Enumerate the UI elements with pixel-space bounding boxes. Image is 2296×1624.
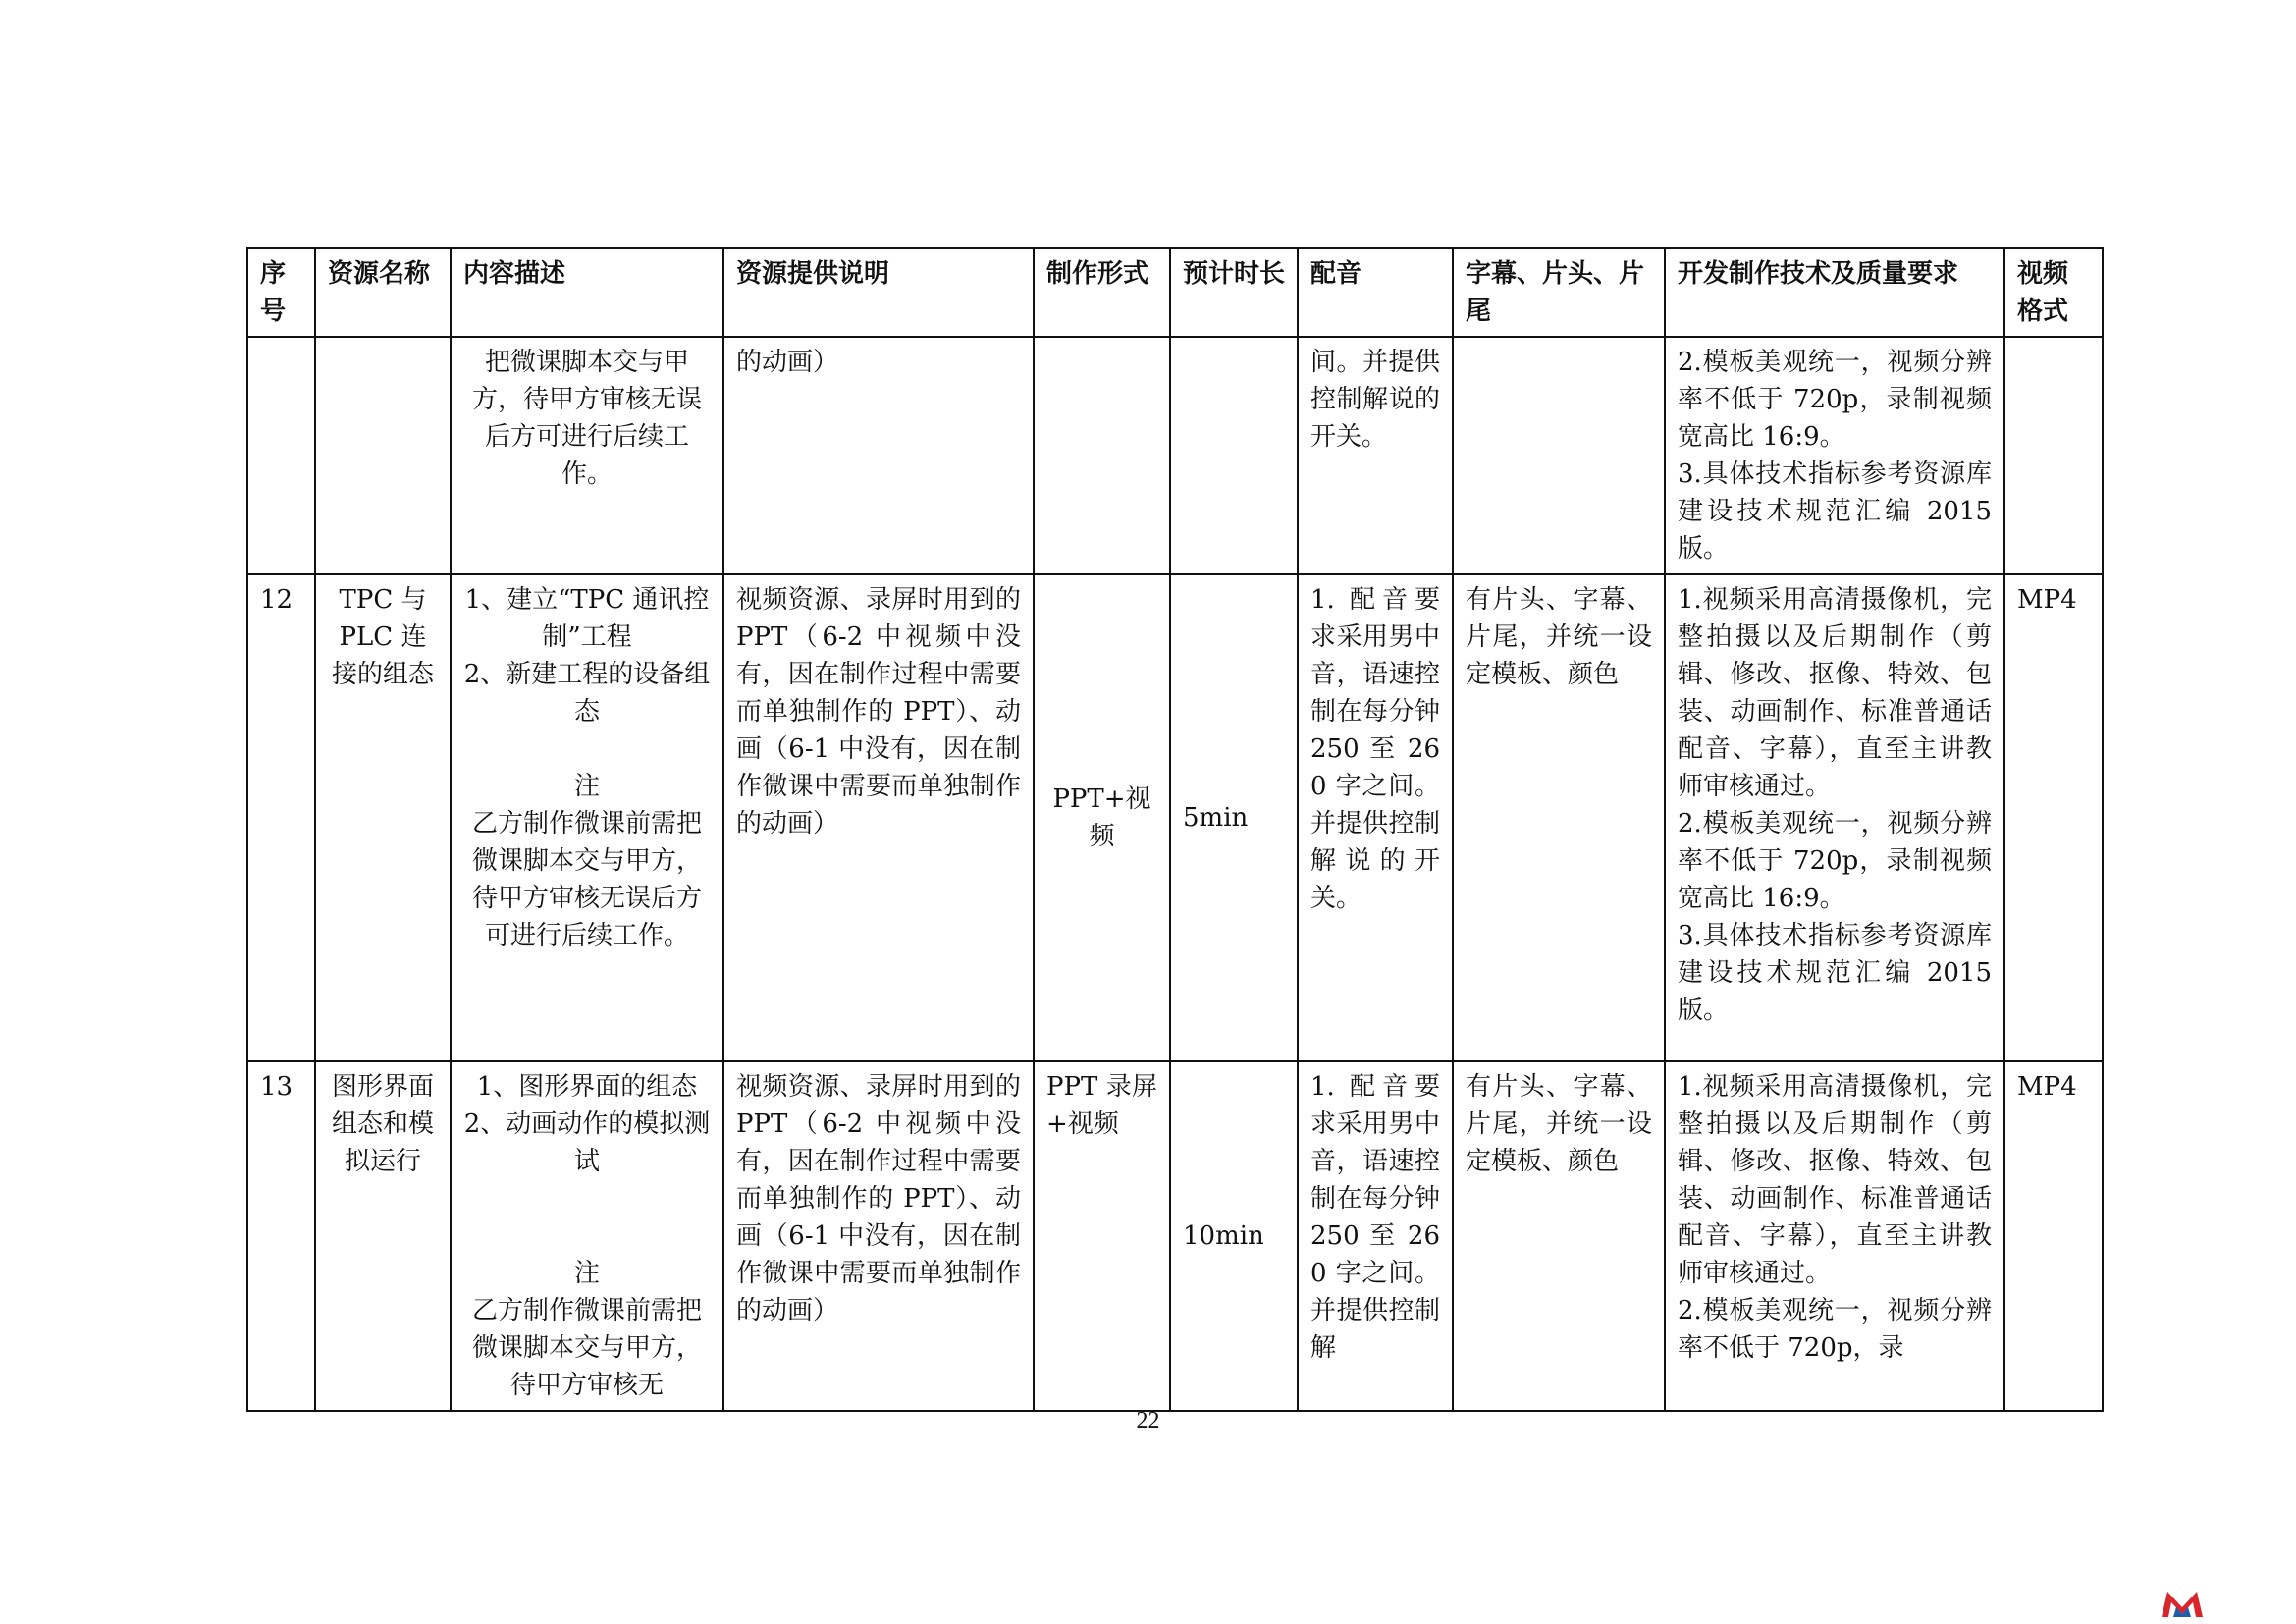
cell-content: 把微课脚本交与甲方，待甲方审核无误后方可进行后续工作。 [451, 337, 723, 574]
page-number: 22 [1136, 1408, 1160, 1434]
table-header-row [247, 248, 2103, 337]
cell-name: TPC 与 PLC 连接的组态 [315, 574, 451, 1061]
cell-name: 图形界面组态和模拟运行 [315, 1061, 451, 1411]
cell-quality: 1.视频采用高清摄像机，完整拍摄以及后期制作（剪辑、修改、抠像、特效、包装、动画制作、标准普通话配音、字幕），直至主讲教师审核通过。 2.模板美观统一，视频分辨率不低于 720p，录 [1665, 1061, 2004, 1411]
cell-subtitle [1453, 337, 1665, 574]
cell-format: MP4 [2004, 1061, 2103, 1411]
header-quality: 开发制作技术及质量要求 [1665, 248, 2004, 337]
cell-no: 12 [247, 574, 315, 1061]
resource-spec-table [246, 247, 2104, 1412]
cell-provision: 视频资源、录屏时用到的 PPT（6-2 中视频中没有，因在制作过程中需要而单独制作的 PPT）、动画（6-1 中没有，因在制作微课中需要而单独制作的动画） [723, 1061, 1034, 1411]
cell-subtitle: 有片头、字幕、片尾，并统一设定模板、颜色 [1453, 1061, 1665, 1411]
cell-format [2004, 337, 2103, 574]
cell-quality: 2.模板美观统一，视频分辨率不低于 720p，录制视频宽高比 16:9。 3.具体技术指标参考资源库建设技术规范汇编 2015 版。 [1665, 337, 2004, 574]
cell-form: PPT 录屏+视频 [1034, 1061, 1170, 1411]
cell-duration: 5min [1170, 574, 1298, 1061]
cell-subtitle: 有片头、字幕、片尾，并统一设定模板、颜色 [1453, 574, 1665, 1061]
header-subtitle: 字幕、片头、片尾 [1453, 248, 1665, 337]
cell-form: PPT+视频 [1034, 574, 1170, 1061]
cell-name [315, 337, 451, 574]
cell-content: 1、图形界面的组态 2、动画动作的模拟测试 注 乙方制作微课前需把微课脚本交与甲方，待甲方审核无 [451, 1061, 723, 1411]
table-row [247, 574, 2103, 1061]
cell-voice: 1. 配音要求采用男中音，语速控制在每分钟 250 至 260 字之间。并提供控制解说的开关。 [1298, 574, 1453, 1061]
cell-format: MP4 [2004, 574, 2103, 1061]
header-format: 视频格式 [2004, 248, 2103, 337]
cell-quality: 1.视频采用高清摄像机，完整拍摄以及后期制作（剪辑、修改、抠像、特效、包装、动画制作、标准普通话配音、字幕），直至主讲教师审核通过。 2.模板美观统一，视频分辨率不低于 720p，录制视频宽高比 16:9。 3.具体技术指标参考资源库建设技术规范汇编 2015 版。 [1665, 574, 2004, 1061]
m-logo-icon [2160, 1588, 2205, 1619]
cell-no: 13 [247, 1061, 315, 1411]
cell-voice: 间。并提供控制解说的开关。 [1298, 337, 1453, 574]
header-voice: 配音 [1298, 248, 1453, 337]
cell-duration [1170, 337, 1298, 574]
cell-no [247, 337, 315, 574]
header-no: 序号 [247, 248, 315, 337]
header-duration: 预计时长 [1170, 248, 1298, 337]
cell-voice: 1. 配音要求采用男中音，语速控制在每分钟 250 至 260 字之间。并提供控制解 [1298, 1061, 1453, 1411]
cell-content: 1、建立“TPC 通讯控制”工程 2、新建工程的设备组态 注 乙方制作微课前需把微课脚本交与甲方，待甲方审核无误后方可进行后续工作。 [451, 574, 723, 1061]
header-content: 内容描述 [451, 248, 723, 337]
cell-duration: 10min [1170, 1061, 1298, 1411]
cell-form [1034, 337, 1170, 574]
table-row [247, 1061, 2103, 1411]
header-form: 制作形式 [1034, 248, 1170, 337]
header-provision: 资源提供说明 [723, 248, 1034, 337]
table-row [247, 337, 2103, 574]
cell-provision: 视频资源、录屏时用到的 PPT（6-2 中视频中没有，因在制作过程中需要而单独制作的 PPT）、动画（6-1 中没有，因在制作微课中需要而单独制作的动画） [723, 574, 1034, 1061]
header-name: 资源名称 [315, 248, 451, 337]
cell-provision: 的动画） [723, 337, 1034, 574]
